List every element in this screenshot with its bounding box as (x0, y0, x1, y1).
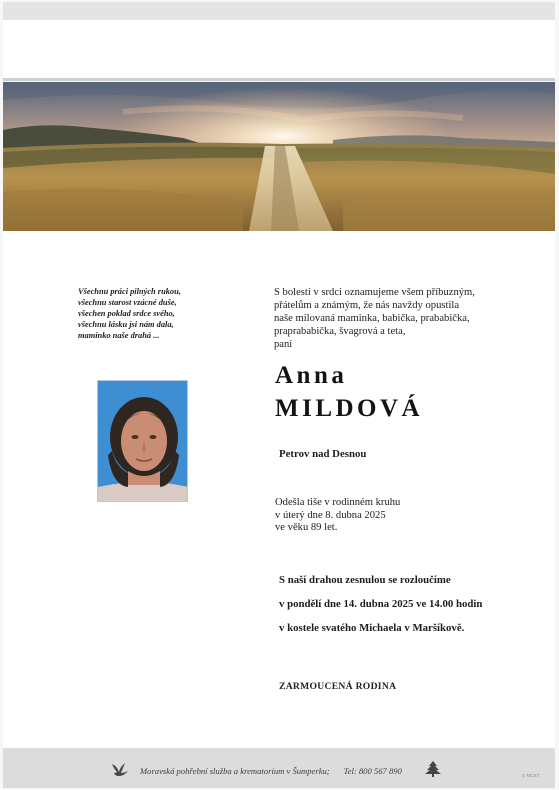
announcement-line: paní (274, 339, 293, 351)
top-divider (3, 78, 555, 81)
death-info-line: ve věku 89 let. (275, 522, 338, 533)
deceased-last-name: MILDOVÁ (275, 395, 424, 422)
field-sunset-image (3, 82, 555, 231)
farewell-line: S naší drahou zesnulou se rozloučíme (279, 574, 451, 586)
funeral-service-phone: Tel: 800 567 890 (343, 766, 402, 776)
death-info-line: Odešla tiše v rodinném kruhu (275, 497, 401, 508)
farewell-date: v pondělí dne 14. dubna 2025 ve 14.00 hodin (279, 598, 483, 610)
top-band (3, 2, 555, 20)
poem-line: všechnu lásku jsi nám dala, (78, 320, 174, 329)
poem-line: Všechnu práci pilných rukou, (78, 287, 181, 296)
family-signoff: ZARMOUCENÁ RODINA (279, 681, 397, 692)
announcement-line: S bolestí v srdci oznamujeme všem příbuzným, (274, 287, 475, 298)
print-code: © MCST (522, 773, 540, 778)
portrait-image (98, 381, 188, 502)
tree-icon (424, 760, 442, 778)
portrait-photo (97, 380, 188, 502)
announcement-line: praprababička, švagrová a teta, (274, 326, 406, 338)
announcement-line: přátelům a známým, že nás navždy opustila (274, 300, 460, 312)
landscape-banner (3, 82, 555, 231)
deceased-first-name: Anna (275, 362, 348, 389)
poem-line: maminko naše drahá ... (78, 331, 160, 340)
top-blank-area (3, 20, 555, 78)
farewell-location: v kostele svatého Michaela v Maršíkově. (279, 622, 465, 634)
funeral-service-info (140, 766, 402, 776)
funeral-service-name: Moravská pohřební služba a krematorium v Šumperku; (140, 766, 330, 776)
death-info (275, 497, 400, 535)
announcement-line: naše milovaná maminka, babička, prababička, (274, 313, 470, 325)
deceased-residence: Petrov nad Desnou (279, 448, 367, 460)
dove-icon (111, 761, 129, 777)
death-info-line: v úterý dne 8. dubna 2025 (275, 509, 386, 521)
poem-line: všechnu starost vzácné duše, (78, 298, 177, 307)
announcement-text (274, 286, 514, 351)
memorial-poem (78, 286, 248, 341)
poem-line: všechen poklad srdce svého, (78, 309, 175, 318)
